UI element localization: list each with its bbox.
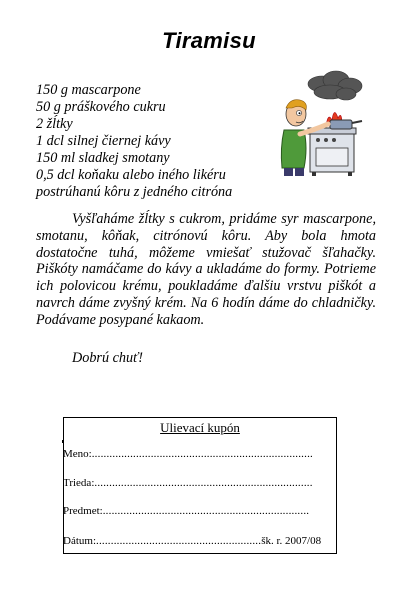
coupon-field-subject bbox=[63, 505, 309, 517]
ingredient-item: 1 dcl silnej čiernej kávy bbox=[36, 133, 171, 149]
greeting-text: Dobrú chuť! bbox=[72, 350, 143, 366]
field-label: Predmet: bbox=[63, 505, 103, 517]
ingredient-item: 150 g mascarpone bbox=[36, 82, 141, 98]
ingredient-item: 0,5 dcl koňaku alebo iného likéru bbox=[36, 167, 226, 183]
field-dots: ........................................................ bbox=[96, 535, 262, 547]
cook-at-stove-icon bbox=[270, 68, 370, 178]
field-label: Meno: bbox=[63, 448, 92, 460]
coupon-tick-mark bbox=[62, 440, 63, 443]
method-paragraph: Vyšľaháme žĺtky s cukrom, pridáme syr mascarpone, smotanu, kôňak, citrónovú kôru. Aby bola hmota dostatočne tuhá, môžeme vmiešať stužovač šľahačky. Piškóty namáčame do kávy a ukladáme do formy. Potrieme ich polovicou krému, poukladáme ďalšiu vrstvu piškót a navrch dáme zvyšný krém. Na 6 hodín dáme do chladničky. Podávame posypané kakaom. bbox=[36, 211, 376, 328]
page-title: Tiramisu bbox=[162, 28, 256, 53]
ingredient-item: 50 g práškového cukru bbox=[36, 99, 166, 115]
coupon-field-date bbox=[63, 535, 321, 547]
ingredient-item: 2 žĺtky bbox=[36, 116, 73, 132]
coupon-field-name bbox=[63, 448, 313, 460]
school-year: šk. r. 2007/08 bbox=[261, 535, 322, 547]
ingredient-item: postrúhanú kôru z jedného citróna bbox=[36, 184, 233, 200]
field-dots: ........................................................................... bbox=[91, 448, 313, 460]
field-dots: .......................................................................... bbox=[94, 477, 313, 489]
field-label: Dátum: bbox=[63, 535, 96, 547]
ingredient-item: 150 ml sladkej smotany bbox=[36, 150, 170, 166]
coupon-box bbox=[63, 417, 337, 554]
coupon-title: Ulievací kupón bbox=[160, 420, 240, 435]
field-dots: ...................................................................... bbox=[102, 505, 310, 517]
coupon-field-class bbox=[63, 477, 313, 489]
ingredient-list bbox=[36, 82, 296, 201]
field-label: Trieda: bbox=[63, 477, 95, 489]
